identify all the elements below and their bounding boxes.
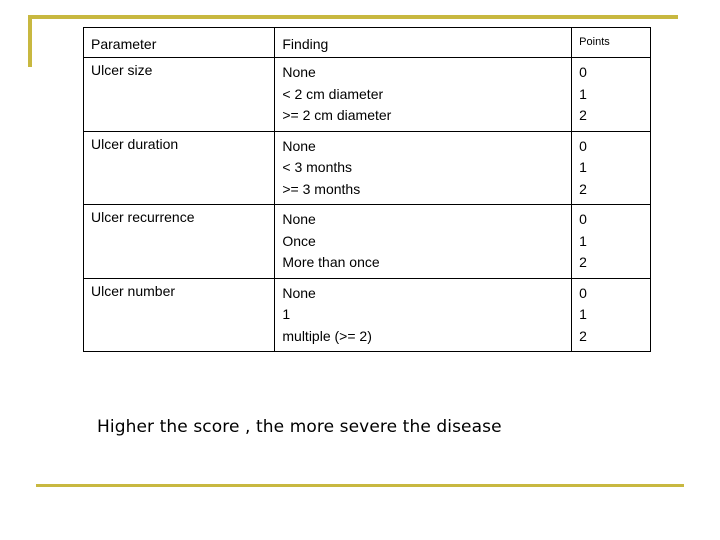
- finding-line: 1: [282, 306, 291, 322]
- points-value: 2: [579, 180, 587, 197]
- finding-cell: [275, 205, 572, 279]
- points-value: 0: [579, 64, 587, 80]
- parameter-cell: Ulcer size: [84, 58, 275, 132]
- finding-cell: [275, 131, 572, 205]
- points-cell: [572, 278, 651, 352]
- parameter-cell: Ulcer duration: [84, 131, 275, 205]
- points-cell: [572, 131, 651, 205]
- table-header-row: [84, 28, 651, 58]
- table-row: [84, 278, 651, 352]
- points-value: 2: [579, 327, 587, 344]
- finding-line: Once: [282, 232, 316, 249]
- finding-line: None: [282, 64, 316, 80]
- points-value: 0: [579, 137, 587, 154]
- table-row: [84, 58, 651, 132]
- finding-line: < 2 cm diameter: [282, 85, 384, 102]
- table-row: [84, 131, 651, 205]
- frame-bottom-rule: [36, 484, 684, 487]
- header-finding: Finding: [275, 28, 572, 58]
- points-value: 2: [579, 254, 587, 270]
- table-row: [84, 205, 651, 279]
- finding-line: More than once: [282, 254, 380, 270]
- points-value: 2: [579, 107, 587, 123]
- finding-line: None: [282, 211, 316, 227]
- points-value: 0: [579, 284, 587, 301]
- finding-cell: [275, 58, 572, 132]
- points-value: 1: [579, 159, 587, 175]
- points-value: 1: [579, 306, 587, 322]
- frame-left-rule: [28, 15, 32, 67]
- parameter-cell: Ulcer recurrence: [84, 205, 275, 279]
- points-value: 0: [579, 211, 587, 227]
- finding-line: >= 2 cm diameter: [282, 107, 392, 123]
- frame-top-rule: [28, 15, 678, 19]
- finding-line: < 3 months: [282, 159, 353, 175]
- finding-cell: [275, 278, 572, 352]
- finding-line: multiple (>= 2): [282, 327, 372, 344]
- parameter-cell: Ulcer number: [84, 278, 275, 352]
- finding-line: >= 3 months: [282, 180, 361, 197]
- scoring-table: [83, 27, 651, 352]
- header-parameter: Parameter: [84, 28, 275, 58]
- footnote: Higher the score , the more severe the disease: [97, 417, 502, 437]
- header-points: Points: [572, 28, 651, 58]
- finding-line: None: [282, 137, 316, 154]
- points-value: 1: [579, 85, 587, 102]
- points-cell: [572, 58, 651, 132]
- points-value: 1: [579, 232, 587, 249]
- points-cell: [572, 205, 651, 279]
- finding-line: None: [282, 284, 316, 301]
